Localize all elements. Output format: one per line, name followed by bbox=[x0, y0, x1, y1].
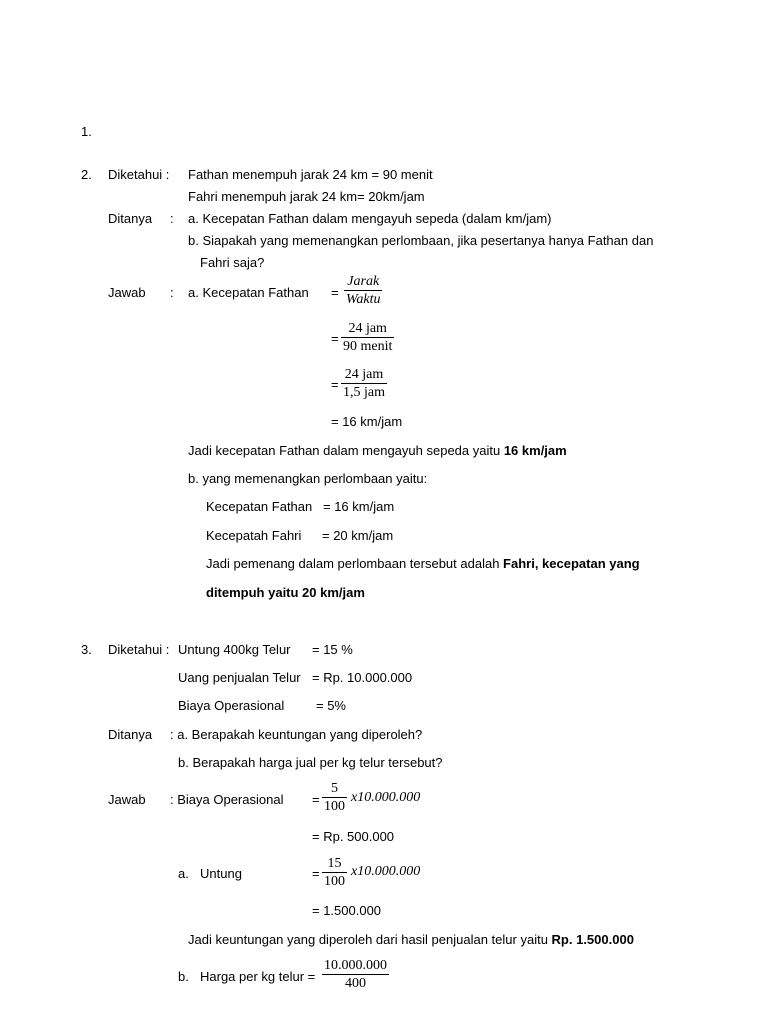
q3-b-harga: Harga per kg telur = bbox=[200, 969, 316, 984]
q3-biaya-label: Biaya Operasional bbox=[178, 698, 285, 713]
q3-eq-2: = bbox=[312, 866, 320, 881]
q3-fraction-2-numerator: 15 bbox=[322, 855, 347, 873]
q3-fraction-1-numerator: 5 bbox=[322, 780, 347, 798]
q3-eq-1: = bbox=[312, 792, 320, 807]
q2-fraction-1-denominator: Waktu bbox=[346, 292, 381, 307]
q3-fraction-3-denominator: 400 bbox=[345, 976, 366, 991]
q3-fraction-1-multiplier bbox=[351, 790, 420, 806]
q2-result: = 16 km/jam bbox=[331, 414, 403, 429]
q3-fraction-1-denominator: 100 bbox=[324, 799, 345, 814]
q2-jawab-label: Jawab bbox=[108, 285, 146, 300]
q2-fraction-24jam-90menit bbox=[341, 320, 394, 355]
q3-ditanya-label: Ditanya bbox=[108, 727, 153, 742]
q2-jawab-colon: : bbox=[170, 285, 174, 300]
q2-eq-3: = bbox=[331, 377, 339, 392]
q3-fraction-harga bbox=[322, 957, 389, 992]
q3-fraction-2-tail: x10.000.000 bbox=[351, 864, 421, 879]
q2-diketahui-line-1: Fathan menempuh jarak 24 km = 90 menit bbox=[188, 167, 433, 182]
q3-jadi bbox=[188, 932, 634, 948]
q2-ditanya-label: Ditanya bbox=[108, 211, 153, 226]
q2-ditanya-b-line-1: b. Siapakah yang memenangkan perlombaan, jika pesertanya hanya Fathan dan bbox=[188, 233, 654, 248]
q3-fraction-1-tail: x10.000.000 bbox=[351, 790, 421, 805]
q3-fraction-2-multiplier bbox=[351, 864, 420, 880]
q3-ditanya-b: b. Berapakah harga jual per kg telur tersebut? bbox=[178, 755, 443, 770]
q2-diketahui-label: Diketahui : bbox=[108, 167, 170, 182]
q2-ditanya-colon: : bbox=[170, 211, 174, 226]
q3-uang-label: Uang penjualan Telur bbox=[178, 670, 301, 685]
q3-fraction-2-denominator: 100 bbox=[324, 874, 345, 889]
q2-fraction-3-denominator: 1,5 jam bbox=[343, 385, 385, 400]
q3-fraction-3-numerator: 10.000.000 bbox=[324, 958, 387, 973]
q3-biaya-result: = Rp. 500.000 bbox=[312, 829, 395, 844]
q2-eq-2: = bbox=[331, 331, 339, 346]
q2-b-line: b. yang memenangkan perlombaan yaitu: bbox=[188, 471, 428, 486]
q1-number: 1. bbox=[81, 124, 92, 139]
q2-ditanya-b-line-2: Fahri saja? bbox=[200, 255, 265, 270]
q3-fraction-5-100 bbox=[322, 780, 347, 815]
q3-jadi-answer: Rp. 1.500.000 bbox=[551, 932, 634, 947]
q3-uang-value: = Rp. 10.000.000 bbox=[312, 670, 413, 685]
q3-fraction-15-100 bbox=[322, 855, 347, 890]
q3-jawab-biaya: : Biaya Operasional bbox=[170, 792, 284, 807]
q2-pemenang-text: Jadi pemenang dalam perlombaan tersebut adalah bbox=[206, 556, 504, 571]
q2-fahri-value: = 20 km/jam bbox=[322, 528, 394, 543]
q2-fraction-1-numerator: Jarak bbox=[344, 273, 382, 291]
q3-jadi-text: Jadi keuntungan yang diperoleh dari hasil penjualan telur yaitu bbox=[188, 932, 552, 947]
q3-biaya-value: = 5% bbox=[316, 698, 346, 713]
q2-jadi-a-answer: 16 km/jam bbox=[503, 443, 567, 458]
q3-a-label: a. bbox=[178, 866, 189, 881]
q2-fahri-label: Kecepatah Fahri bbox=[206, 528, 302, 543]
q2-pemenang-line-1 bbox=[206, 556, 640, 572]
q3-number: 3. bbox=[81, 642, 92, 657]
q3-diketahui-label: Diketahui : bbox=[108, 642, 170, 657]
q2-jawab-a: a. Kecepatan Fathan bbox=[188, 285, 309, 300]
q2-fraction-jarak-waktu bbox=[344, 273, 382, 308]
q2-jadi-a bbox=[188, 443, 567, 459]
q2-fathan-label: Kecepatan Fathan bbox=[206, 499, 313, 514]
q2-fathan-value: = 16 km/jam bbox=[323, 499, 395, 514]
q2-number: 2. bbox=[81, 167, 92, 182]
q2-diketahui-line-2: Fahri menempuh jarak 24 km= 20km/jam bbox=[188, 189, 425, 204]
q3-a-untung: Untung bbox=[200, 866, 242, 881]
q2-ditanya-a: a. Kecepatan Fathan dalam mengayuh sepeda (dalam km/jam) bbox=[188, 211, 552, 226]
q3-untung-value: = 15 % bbox=[312, 642, 353, 657]
q2-eq-1: = bbox=[331, 285, 339, 300]
q2-fraction-2-denominator: 90 menit bbox=[343, 339, 393, 354]
q2-fraction-2-numerator: 24 jam bbox=[341, 320, 394, 338]
q3-ditanya-a: : a. Berapakah keuntungan yang diperoleh? bbox=[170, 727, 423, 742]
q3-untung-result: = 1.500.000 bbox=[312, 903, 382, 918]
q2-pemenang-answer-1: Fahri, kecepatan yang bbox=[503, 556, 640, 571]
q2-fraction-3-numerator: 24 jam bbox=[341, 366, 387, 384]
q3-b-label: b. bbox=[178, 969, 189, 984]
q2-pemenang-line-2: ditempuh yaitu 20 km/jam bbox=[206, 585, 365, 600]
q2-fraction-24jam-15jam bbox=[341, 366, 387, 401]
q2-jadi-a-text: Jadi kecepatan Fathan dalam mengayuh sepeda yaitu bbox=[188, 443, 504, 458]
q3-jawab-label: Jawab bbox=[108, 792, 146, 807]
q3-untung-label: Untung 400kg Telur bbox=[178, 642, 291, 657]
